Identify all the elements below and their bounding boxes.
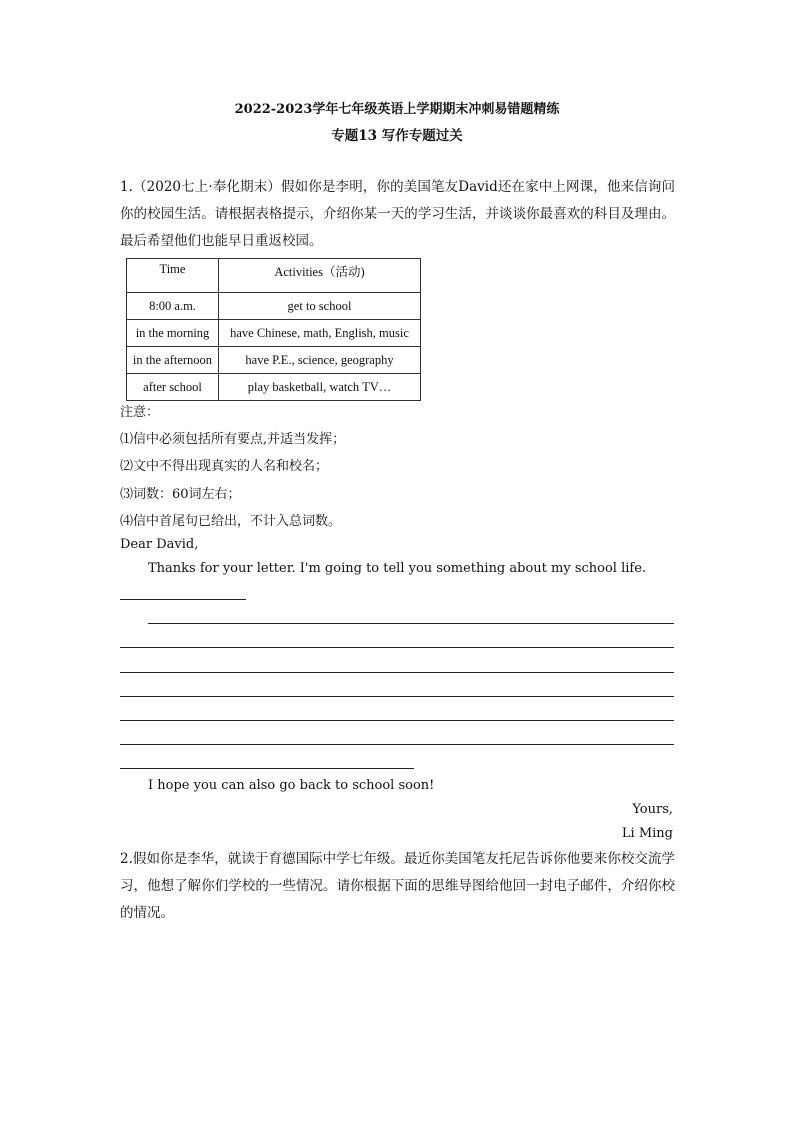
answer-line[interactable] bbox=[120, 599, 246, 600]
answer-line[interactable] bbox=[120, 647, 674, 648]
note-item-3: ⑶词数：60词左右； bbox=[120, 487, 241, 502]
answer-line[interactable] bbox=[120, 744, 674, 745]
table-header-activities: Activities（活动) bbox=[219, 259, 421, 293]
letter-greeting: Dear David, bbox=[120, 537, 199, 552]
letter-closing: I hope you can also go back to school soon! bbox=[148, 778, 435, 793]
answer-line[interactable] bbox=[120, 672, 674, 673]
table-row bbox=[127, 374, 421, 401]
note-item-4: ⑷信中首尾句已给出，不计入总词数。 bbox=[120, 514, 342, 529]
table-cell: play basketball, watch TV… bbox=[219, 374, 421, 401]
letter-opening: Thanks for your letter. I'm going to tell you something about my school life. bbox=[148, 561, 647, 576]
answer-line[interactable] bbox=[120, 696, 674, 697]
table-cell: have Chinese, math, English, music bbox=[219, 320, 421, 347]
table-header-time: Time bbox=[127, 259, 219, 293]
question-1-prompt: 1.（2020七上·奉化期末）假如你是李明，你的美国笔友David还在家中上网课，他来信询问你的校园生活。请根据表格提示，介绍你某一天的学习生活，并谈谈你最喜欢的科目及理由。最后希望他们也能早日重返校园。 bbox=[120, 179, 675, 249]
table-cell: 8:00 a.m. bbox=[127, 293, 219, 320]
table-header-row bbox=[127, 259, 421, 293]
activities-table bbox=[126, 258, 421, 401]
table-cell: get to school bbox=[219, 293, 421, 320]
letter-signature: Li Ming bbox=[621, 826, 673, 841]
table-cell: after school bbox=[127, 374, 219, 401]
table-cell: in the morning bbox=[127, 320, 219, 347]
table-cell: have P.E., science, geography bbox=[219, 347, 421, 374]
table-row bbox=[127, 293, 421, 320]
answer-line[interactable] bbox=[120, 768, 414, 769]
document-title: 2022-2023学年七年级英语上学期期末冲刺易错题精练 bbox=[234, 102, 560, 117]
letter-sign-off: Yours, bbox=[632, 802, 673, 817]
note-item-2: ⑵文中不得出现真实的人名和校名； bbox=[120, 459, 329, 474]
table-cell: in the afternoon bbox=[127, 347, 219, 374]
answer-line[interactable] bbox=[120, 720, 674, 721]
answer-line[interactable] bbox=[148, 623, 674, 624]
note-item-1: ⑴信中必须包括所有要点,并适当发挥； bbox=[120, 432, 346, 447]
document-subtitle: 专题13 写作专题过关 bbox=[331, 128, 463, 144]
table-row bbox=[127, 320, 421, 347]
table-row bbox=[127, 347, 421, 374]
question-2-prompt: 2.假如你是李华，就读于育德国际中学七年级。最近你美国笔友托尼告诉你他要来你校交流学习，他想了解你们学校的一些情况。请你根据下面的思维导图给他回一封电子邮件，介绍你校的情况。 bbox=[120, 851, 675, 921]
notes-title: 注意： bbox=[120, 405, 160, 420]
